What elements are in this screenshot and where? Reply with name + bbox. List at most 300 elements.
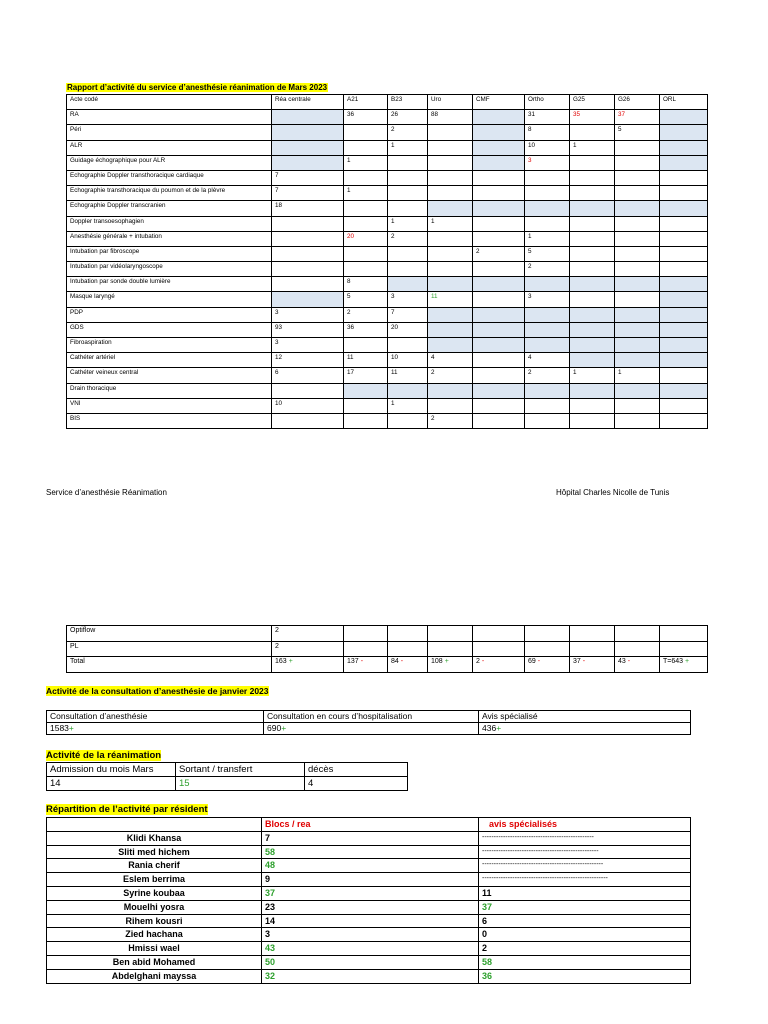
resident-avis: 11 (479, 886, 691, 900)
table-cell (660, 186, 708, 201)
resident-bloc: 9 (262, 873, 479, 887)
table-cell (615, 216, 660, 231)
table-cell (570, 641, 615, 657)
table-cell (388, 641, 428, 657)
resident-name: Sliti med hichem (47, 845, 262, 859)
resident-row (47, 886, 691, 900)
column-header: Ortho (525, 95, 570, 110)
table-cell (344, 413, 388, 428)
table-cell: 7 (272, 186, 344, 201)
column-header: G26 (615, 95, 660, 110)
table-cell (660, 262, 708, 277)
consult-table (46, 710, 691, 735)
resident-row (47, 942, 691, 956)
table-cell (525, 307, 570, 322)
table-header-row (67, 95, 708, 110)
table-cell: 11 (344, 353, 388, 368)
table-cell: 1 (570, 140, 615, 155)
table-cell (272, 216, 344, 231)
table-row (67, 155, 708, 170)
table-cell (570, 231, 615, 246)
table-cell (570, 307, 615, 322)
table-cell (428, 140, 473, 155)
residents-header: Blocs / rea (262, 818, 479, 832)
table-cell: 1 (344, 155, 388, 170)
table-cell (428, 307, 473, 322)
table-cell (388, 155, 428, 170)
table-cell: 1 (344, 186, 388, 201)
total-trend: + (288, 658, 293, 666)
table-cell: 2 (525, 262, 570, 277)
total-value: 163 (275, 658, 287, 666)
table-cell (615, 307, 660, 322)
footer-service: Service d’anesthésie Réanimation (46, 488, 167, 497)
resident-avis: ------------------------------------------------ (479, 831, 691, 845)
table-cell (388, 246, 428, 261)
column-header: Uro (428, 95, 473, 110)
table-cell: 5 (344, 292, 388, 307)
resident-avis: 0 (479, 928, 691, 942)
table-cell (388, 338, 428, 353)
table-cell (615, 292, 660, 307)
table-cell (344, 246, 388, 261)
table-cell (428, 155, 473, 170)
table-cell (272, 277, 344, 292)
table-cell: 1 (388, 216, 428, 231)
table-cell: 2 (344, 307, 388, 322)
table-cell (428, 322, 473, 337)
table-cell (344, 398, 388, 413)
table-row (67, 246, 708, 261)
table-cell: 20 (344, 231, 388, 246)
table-cell (525, 170, 570, 185)
table-cell (615, 641, 660, 657)
table-cell: 1 (525, 231, 570, 246)
table-row (67, 413, 708, 428)
table-cell (344, 383, 388, 398)
table-cell (660, 322, 708, 337)
table-cell (473, 641, 525, 657)
table-cell (344, 125, 388, 140)
table-cell (525, 186, 570, 201)
table-row (67, 170, 708, 185)
table-cell (525, 626, 570, 642)
resident-avis: 37 (479, 900, 691, 914)
table-cell (525, 216, 570, 231)
table-cell: 3 (272, 307, 344, 322)
consult-header: Consultation en cours d’hospitalisation (264, 711, 479, 723)
resident-row (47, 969, 691, 983)
table-cell (615, 262, 660, 277)
table-cell: 1 (388, 140, 428, 155)
table-cell (615, 398, 660, 413)
table-cell: 2 (272, 626, 344, 642)
table-cell (473, 398, 525, 413)
table-cell (428, 383, 473, 398)
table-row (67, 110, 708, 125)
table-cell (525, 641, 570, 657)
table-cell (388, 277, 428, 292)
table-cell (473, 216, 525, 231)
table-cell: 8 (525, 125, 570, 140)
table-row (67, 186, 708, 201)
table-cell: 37 (615, 110, 660, 125)
total-trend: - (627, 658, 631, 666)
resident-row (47, 900, 691, 914)
table-cell (570, 383, 615, 398)
table-row (67, 125, 708, 140)
table-cell (272, 231, 344, 246)
footer-hospital: Hôpital Charles Nicolle de Tunis (556, 488, 670, 497)
row-label: RA (67, 110, 272, 125)
row-label: Guidage échographique pour ALR (67, 155, 272, 170)
resident-row (47, 873, 691, 887)
table-cell (344, 626, 388, 642)
table-cell (473, 322, 525, 337)
table-cell (660, 398, 708, 413)
table-cell (388, 413, 428, 428)
table-cell (525, 322, 570, 337)
resident-avis: 2 (479, 942, 691, 956)
table-cell: 36 (344, 110, 388, 125)
resident-name: Syrine koubaa (47, 886, 262, 900)
row-label: Drain thoracique (67, 383, 272, 398)
row-label: Cathéter artériel (67, 353, 272, 368)
table-cell (615, 322, 660, 337)
resident-row (47, 831, 691, 845)
table-row (67, 140, 708, 155)
table-row (67, 626, 708, 642)
table-cell (615, 140, 660, 155)
table-cell: 1 (615, 368, 660, 383)
table-row (67, 322, 708, 337)
table-cell (428, 246, 473, 261)
row-label: Cathéter veineux central (67, 368, 272, 383)
table-cell (660, 368, 708, 383)
rea-header: Admission du mois Mars (47, 763, 176, 777)
consult-header: Avis spécialisé (479, 711, 691, 723)
resident-avis: ------------------------------------------------------ (479, 873, 691, 887)
resident-bloc: 50 (262, 955, 479, 969)
table-cell (388, 626, 428, 642)
table-cell (428, 626, 473, 642)
total-cell (428, 657, 473, 673)
table-cell: 7 (388, 307, 428, 322)
table-cell (660, 155, 708, 170)
table-cell (660, 338, 708, 353)
table-cell (473, 307, 525, 322)
table-cell (570, 626, 615, 642)
table-cell (660, 246, 708, 261)
row-label: PL (67, 641, 272, 657)
table-cell (615, 246, 660, 261)
resident-bloc: 23 (262, 900, 479, 914)
row-label: Echographie Doppler transthoracique cardiaque (67, 170, 272, 185)
table-cell (428, 170, 473, 185)
table-cell (615, 353, 660, 368)
total-value: 108 (431, 658, 443, 666)
resident-bloc: 58 (262, 845, 479, 859)
resident-bloc: 32 (262, 969, 479, 983)
table-row (67, 398, 708, 413)
table-cell: 26 (388, 110, 428, 125)
table-cell: 4 (428, 353, 473, 368)
resident-avis: ---------------------------------------------------- (479, 859, 691, 873)
column-header: A21 (344, 95, 388, 110)
table-cell: 1 (388, 398, 428, 413)
table-cell: 17 (344, 368, 388, 383)
total-label: Total (67, 657, 272, 673)
table-cell (570, 353, 615, 368)
table-cell: 18 (272, 201, 344, 216)
resident-name: Abdelghani mayssa (47, 969, 262, 983)
table-cell (660, 307, 708, 322)
table-cell (473, 125, 525, 140)
table-cell (525, 201, 570, 216)
table-cell (570, 398, 615, 413)
row-label: BIS (67, 413, 272, 428)
table-cell (615, 383, 660, 398)
table-cell (660, 292, 708, 307)
table-cell (570, 186, 615, 201)
table-cell (570, 413, 615, 428)
resident-row (47, 914, 691, 928)
table-cell (473, 262, 525, 277)
table-cell: 2 (272, 641, 344, 657)
table-cell (272, 246, 344, 261)
table-cell (344, 216, 388, 231)
resident-name: Rania cherif (47, 859, 262, 873)
table-cell (570, 322, 615, 337)
consult-value: 436+ (479, 723, 691, 735)
table-cell (272, 262, 344, 277)
table-row (67, 201, 708, 216)
table-cell (473, 353, 525, 368)
activity-table-continued (66, 625, 708, 673)
resident-name: Ben abid Mohamed (47, 955, 262, 969)
table-cell: 35 (570, 110, 615, 125)
resident-name: Mouelhi yosra (47, 900, 262, 914)
resident-name: Eslem berrima (47, 873, 262, 887)
column-header: Réa centrale (272, 95, 344, 110)
total-cell (473, 657, 525, 673)
total-value: T=643 (663, 658, 684, 666)
table-cell (473, 201, 525, 216)
total-cell (660, 657, 708, 673)
row-label: Intubation par vidéolaryngoscope (67, 262, 272, 277)
table-cell (272, 155, 344, 170)
table-cell (428, 338, 473, 353)
table-cell (570, 170, 615, 185)
table-cell (473, 231, 525, 246)
resident-bloc: 14 (262, 914, 479, 928)
total-cell (388, 657, 428, 673)
table-row (67, 231, 708, 246)
table-cell (272, 110, 344, 125)
table-cell (660, 353, 708, 368)
table-cell (272, 125, 344, 140)
table-cell (615, 626, 660, 642)
table-cell (473, 626, 525, 642)
table-cell (388, 170, 428, 185)
resident-row (47, 845, 691, 859)
table-cell: 2 (388, 231, 428, 246)
table-cell: 11 (388, 368, 428, 383)
total-trend: - (582, 658, 586, 666)
table-cell (272, 413, 344, 428)
total-cell (272, 657, 344, 673)
resident-bloc: 48 (262, 859, 479, 873)
rea-title: Activité de la réanimation (46, 750, 162, 761)
table-row (67, 641, 708, 657)
table-row (67, 368, 708, 383)
resident-avis: 58 (479, 955, 691, 969)
activity-table (66, 94, 708, 429)
table-cell (473, 277, 525, 292)
column-header: B23 (388, 95, 428, 110)
total-value: 137 (347, 658, 359, 666)
table-cell (615, 338, 660, 353)
table-cell (428, 277, 473, 292)
table-cell (388, 383, 428, 398)
resident-avis: -------------------------------------------------- (479, 845, 691, 859)
row-label: ALR (67, 140, 272, 155)
table-cell (615, 413, 660, 428)
table-cell (525, 398, 570, 413)
table-cell: 5 (615, 125, 660, 140)
table-cell: 1 (570, 368, 615, 383)
table-cell (473, 110, 525, 125)
table-cell: 2 (525, 368, 570, 383)
table-cell (344, 262, 388, 277)
table-cell (615, 277, 660, 292)
table-cell (473, 368, 525, 383)
column-header: ORL (660, 95, 708, 110)
table-cell: 3 (525, 155, 570, 170)
total-cell (615, 657, 660, 673)
table-cell (473, 383, 525, 398)
table-cell (615, 231, 660, 246)
table-cell (473, 140, 525, 155)
table-cell (660, 626, 708, 642)
table-cell (272, 292, 344, 307)
resident-bloc: 7 (262, 831, 479, 845)
table-cell (473, 155, 525, 170)
total-value: 69 (528, 658, 536, 666)
table-cell: 10 (525, 140, 570, 155)
total-row (67, 657, 708, 673)
table-cell (428, 398, 473, 413)
rea-value: 4 (305, 777, 408, 791)
table-cell (570, 155, 615, 170)
resident-avis: 36 (479, 969, 691, 983)
table-cell (525, 413, 570, 428)
table-cell (525, 383, 570, 398)
rea-header: Sortant / transfert (176, 763, 305, 777)
table-cell (660, 140, 708, 155)
table-cell: 8 (344, 277, 388, 292)
table-row (67, 383, 708, 398)
table-cell (473, 413, 525, 428)
table-cell (388, 262, 428, 277)
resident-name: Zied hachana (47, 928, 262, 942)
rea-header: décès (305, 763, 408, 777)
table-cell (570, 201, 615, 216)
consult-title: Activité de la consultation d’anesthésie de janvier 2023 (46, 686, 269, 696)
row-label: Péri (67, 125, 272, 140)
total-trend: - (360, 658, 364, 666)
table-cell: 3 (388, 292, 428, 307)
table-cell (388, 201, 428, 216)
table-row (67, 262, 708, 277)
consult-value: 1583+ (47, 723, 264, 735)
table-cell: 6 (272, 368, 344, 383)
table-cell: 20 (388, 322, 428, 337)
resident-name: Klidi Khansa (47, 831, 262, 845)
total-trend: - (537, 658, 541, 666)
table-cell (615, 170, 660, 185)
row-label: GDS (67, 322, 272, 337)
table-cell: 93 (272, 322, 344, 337)
table-cell: 2 (473, 246, 525, 261)
residents-header: avis spécialisés (479, 818, 691, 832)
total-cell (570, 657, 615, 673)
total-cell (344, 657, 388, 673)
table-cell (660, 216, 708, 231)
table-cell (473, 186, 525, 201)
row-label: Anesthésie générale + intubation (67, 231, 272, 246)
residents-title: Répartition de l’activité par résident (46, 804, 208, 815)
table-cell (570, 216, 615, 231)
residents-header (47, 818, 262, 832)
resident-row (47, 859, 691, 873)
total-value: 37 (573, 658, 581, 666)
table-cell: 10 (272, 398, 344, 413)
table-cell (428, 201, 473, 216)
table-cell (428, 641, 473, 657)
row-label: Optiflow (67, 626, 272, 642)
table-cell (344, 140, 388, 155)
table-row (67, 307, 708, 322)
table-cell (660, 231, 708, 246)
table-cell: 3 (525, 292, 570, 307)
table-cell (344, 338, 388, 353)
resident-row (47, 928, 691, 942)
row-label: Masque laryngé (67, 292, 272, 307)
table-cell (428, 125, 473, 140)
resident-name: Hmissi wael (47, 942, 262, 956)
table-cell (615, 201, 660, 216)
row-label: Fibroaspiration (67, 338, 272, 353)
rea-table (46, 762, 408, 791)
rea-value: 14 (47, 777, 176, 791)
table-cell (473, 338, 525, 353)
resident-avis: 6 (479, 914, 691, 928)
table-cell (525, 277, 570, 292)
table-cell (570, 292, 615, 307)
column-header: CMF (473, 95, 525, 110)
column-header: G25 (570, 95, 615, 110)
table-cell (615, 186, 660, 201)
table-cell: 36 (344, 322, 388, 337)
total-value: 43 (618, 658, 626, 666)
table-cell (473, 292, 525, 307)
consult-value: 690+ (264, 723, 479, 735)
table-row (67, 216, 708, 231)
table-cell (660, 277, 708, 292)
table-cell (570, 125, 615, 140)
table-cell: 88 (428, 110, 473, 125)
